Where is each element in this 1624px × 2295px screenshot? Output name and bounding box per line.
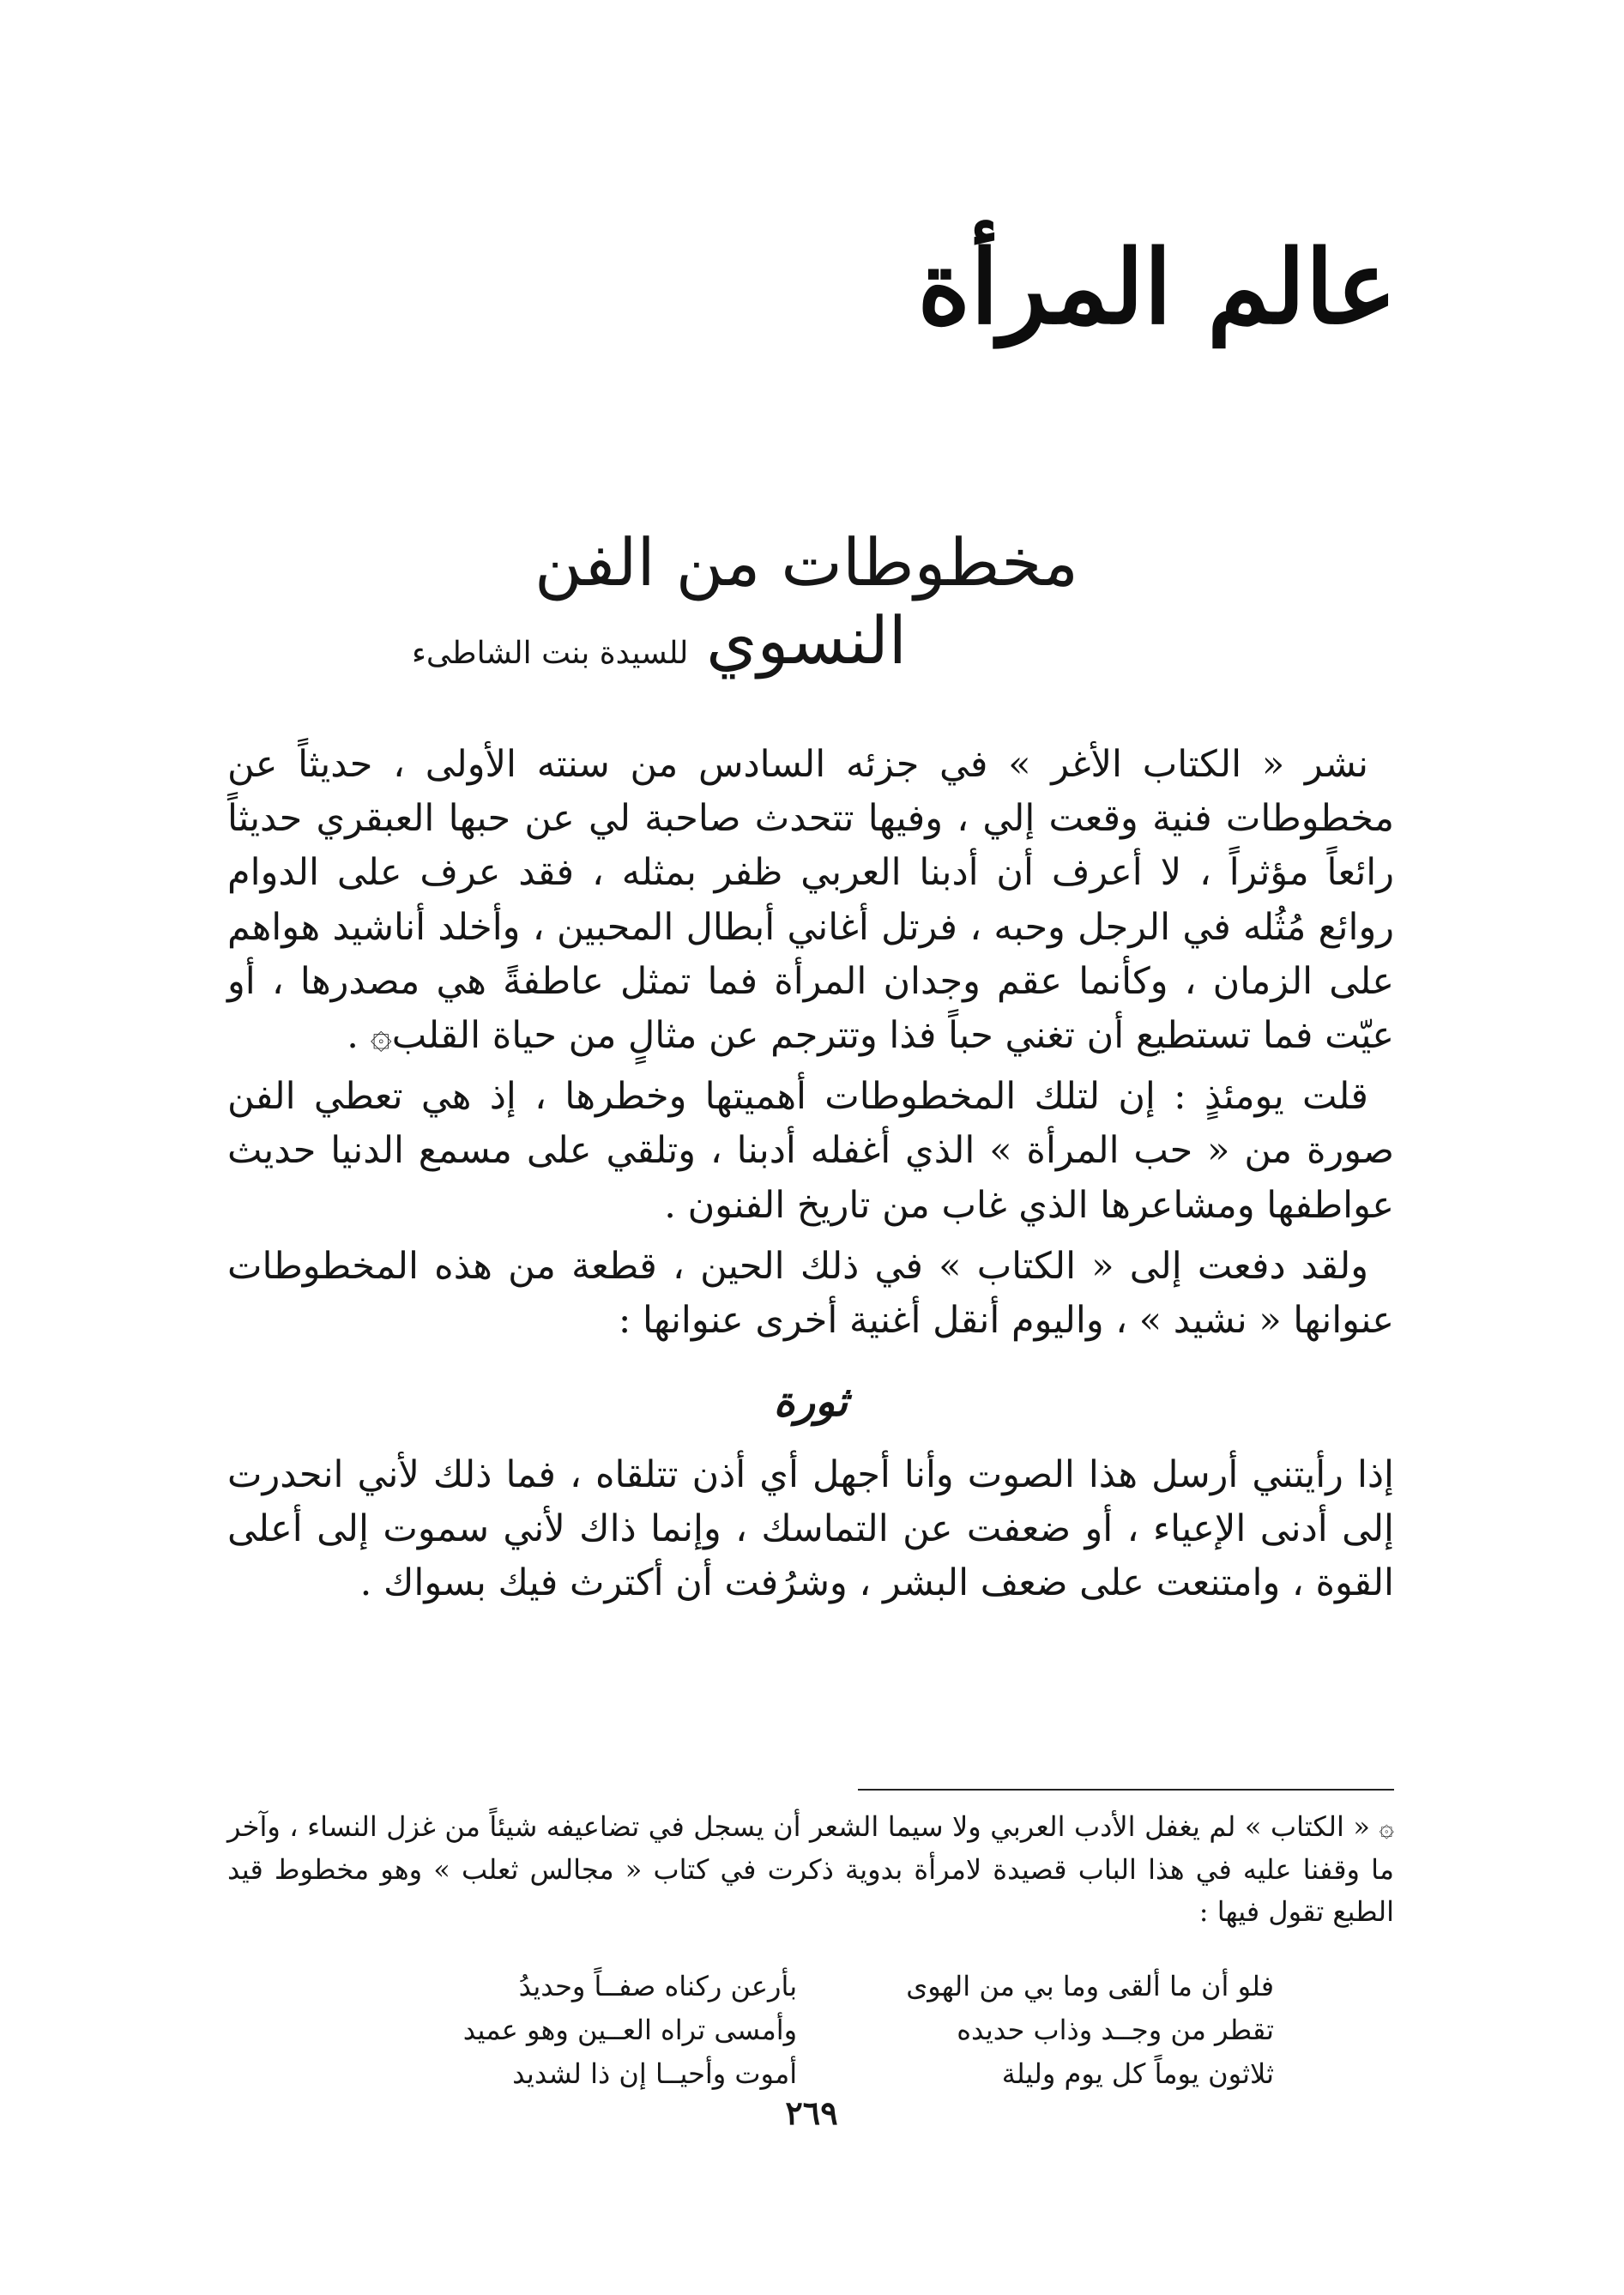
article-title: مخطوطات من الفن النسوي <box>534 524 1078 679</box>
verse-second-hemistich: وأمسى تراه العــين وهو عميد <box>462 2014 798 2047</box>
footnote-divider <box>858 1789 1394 1791</box>
paragraph-2: قلت يومئذٍ : إن لتلك المخطوطات أهميتها وخطرها ، إذ هي تعطي الفن صورة من « حب المرأة » الذي أغفله أدبنا ، وتلقي على مسمع الدنيا حديث عواطفها ومشاعرها الذي غاب من تاريخ الفنون . <box>227 1075 1394 1227</box>
page-number: ٢٦٩ <box>785 2093 838 2132</box>
footnote-verses <box>339 1965 1274 2097</box>
verse-first-hemistich: فلو أن ما ألقى وما بي من الهوى <box>906 1970 1274 2002</box>
author-byline: للسيدة بنت الشاطىء <box>412 636 689 671</box>
verse-first-hemistich: تقطر من وجــد وذاب حديده <box>957 2014 1274 2047</box>
paragraph-3: ولقد دفعت إلى « الكتاب » في ذلك الحين ، قطعة من هذه المخطوطات عنوانها « نشيد » ، واليوم أنقل أغنية أخرى عنوانها : <box>227 1244 1394 1343</box>
poem-text: إذا رأيتني أرسل هذا الصوت وأنا أجهل أي أذن تتلقاه ، فما ذلك لأني انحدرت إلى أدنى الإعياء ، أو ضعفت عن التماسك ، وإنما ذاك لأني سموت إلى أعلى القوة ، وامتنعت على ضعف البشر ، وشرُفت أن أكترث فيك بسواك . <box>227 1452 1394 1605</box>
article-body <box>227 738 1394 1617</box>
footnote-text: « الكتاب » لم يغفل الأدب العربي ولا سيما الشعر أن يسجل في تضاعيفه شيئاً من غزل النساء ، وآخر ما وقفنا عليه في هذا الباب قصيدة لامرأة بدوية ذكرت في كتاب « مجالس ثعلب » وهو مخطوط قيد الطبع تقول فيها : <box>227 1810 1394 1929</box>
poem-heading: ثورة <box>773 1378 848 1427</box>
verse-second-hemistich: أموت وأحيــا إن ذا لشديد <box>512 2057 798 2091</box>
paragraph-1: نشر « الكتاب الأغر » في جزئه السادس من سنته الأولى ، حديثاً عن مخطوطات فنية وقعت إلي ، وفيها تتحدث صاحبة لي عن حبها العبقري حديثاً رائعاً مؤثراً ، لا أعرف أن أدبنا العربي ظفر بمثله ، فقد عرف على الدوام روائع مُثُله في الرجل وحبه ، فرتل أغاني أبطال المحبين ، وأخلد أناشيد هواهم على الزمان ، وكأنما عقم وجدان المرأة فما تمثل عاطفةً هي مصدرها ، أو عيّت فما تستطيع أن تغني حباً فذا وتترجم عن مثالٍ من حياة القلب۞ . <box>227 743 1394 1058</box>
verse-first-hemistich: ثلاثون يوماً كل يوم وليلة <box>1001 2057 1274 2091</box>
section-title: عالم المرأة <box>917 227 1397 347</box>
verse-row <box>339 2008 1274 2052</box>
footnote-marker-icon: ۞ <box>1379 1813 1395 1843</box>
verse-second-hemistich: بأرعن ركناه صفــاً وحديدُ <box>518 1970 798 2002</box>
verse-row <box>339 2052 1274 2096</box>
verse-row <box>339 1965 1274 2008</box>
footnote <box>227 1806 1394 1934</box>
